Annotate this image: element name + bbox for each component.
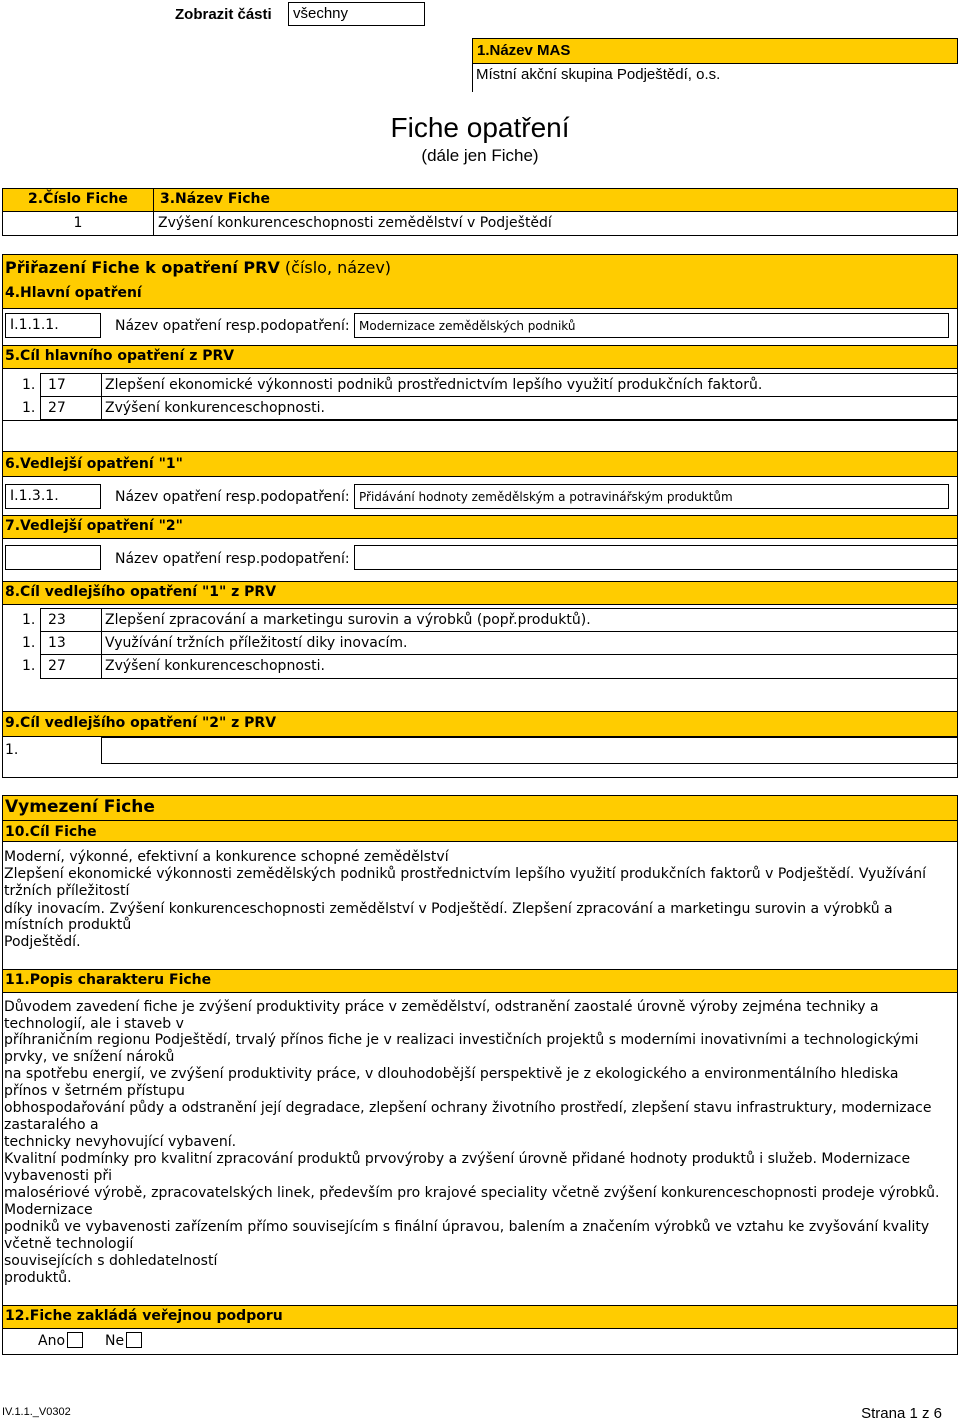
prv-heading: Přiřazení Fiche k opatření PRV (číslo, název) [5, 258, 392, 277]
popis-line: Kvalitní podmínky pro kvalitní zpracování produktů prvovýroby a zvýšení úrovně přidané hodnoty produktů i služeb. Modernizace [4, 1151, 911, 1167]
cil-hlavni-num: 17 [40, 373, 102, 397]
podpora-ano [38, 1332, 83, 1349]
cil-fiche-line: tržních příležitostí [4, 883, 130, 899]
cil-fiche-line: Zlepšení ekonomické výkonnosti zemědělských podniků prostřednictvím lepšího využití produkčních faktorů v Podještědí. Využívání [4, 866, 927, 882]
popis-label: 11.Popis charakteru Fiche [5, 972, 212, 988]
cil-vedl1-prefix: 1. [22, 658, 36, 674]
cil-vedl2-prefix: 1. [5, 742, 19, 758]
popis-line: prvky, ve snížení nároků [4, 1049, 175, 1065]
footer-code: IV.1.1._V0302 [2, 1406, 71, 1418]
filter-select[interactable]: všechny [288, 2, 425, 26]
fiche-number: 1 [2, 211, 154, 236]
podpora-label: 12.Fiche zakládá veřejnou podporu [5, 1308, 283, 1324]
cil-hlavni-prefix: 1. [22, 400, 36, 416]
vedlejsi2-label: 7.Vedlejší opatření "2" [5, 518, 183, 534]
popis-line: obhospodařování půdy a odstranění její degradace, zlepšení ochrany životního prostředí, zlepšení stavu infrastruktury, modernizace [4, 1100, 932, 1116]
cil-vedl1-text: Využívání tržních příležitostí diky inovacím. [101, 631, 957, 655]
popis-line: technicky nevyhovující vybavení. [4, 1134, 237, 1150]
cil-vedl1-prefix: 1. [22, 635, 36, 651]
popis-line: technologií, ale i staveb v [4, 1016, 184, 1032]
cil-hlavni-label: 5.Cíl hlavního opatření z PRV [5, 348, 235, 364]
popis-line: příhraničním regionu Podještědí, trvalý přínos fiche je v realizaci investičních projektů s moderními inovativními a technologickými [4, 1032, 919, 1048]
cil-vedl1-num: 27 [40, 654, 102, 679]
vedlejsi2-name-label: Název opatření resp.podopatření: [115, 551, 350, 567]
ano-checkbox[interactable] [67, 1332, 83, 1348]
popis-line: zastaralého a [4, 1117, 99, 1133]
ne-label: Ne [105, 1333, 125, 1349]
mas-name: Místní akční skupina Podještědí, o.s. [476, 66, 721, 83]
fiche-name: Zvýšení konkurenceschopnosti zemědělství v Podještědí [153, 211, 958, 236]
cil-vedl2-label: 9.Cíl vedlejšího opatření "2" z PRV [5, 715, 277, 731]
filter-label: Zobrazit části [175, 6, 272, 23]
cil-vedl1-prefix: 1. [22, 612, 36, 628]
cil-hlavni-num: 27 [40, 396, 102, 420]
vedlejsi2-code [5, 545, 101, 570]
cil-fiche-line: díky inovacím. Zvýšení konkurenceschopnosti zemědělství v Podještědí. Zlepšení zpracování a marketingu surovin a výrobků a [4, 901, 893, 917]
vedlejsi1-label: 6.Vedlejší opatření "1" [5, 456, 183, 472]
popis-line: podniků ve vybavenosti zařízením přímo souvisejícím s finální úpravou, balením a značením výrobků ve vztahu ke zvyšování kvality [4, 1219, 930, 1235]
ano-label: Ano [38, 1333, 66, 1349]
cil-vedl1-text: Zlepšení zpracování a marketingu surovin a výrobků (popř.produktů). [101, 608, 957, 632]
fiche-number-label: 2.Číslo Fiche [2, 188, 154, 212]
podpora-ne [105, 1332, 142, 1349]
cil-fiche-line: Moderní, výkonné, efektivní a konkurence schopné zemědělství [4, 849, 449, 865]
hlavni-label: 4.Hlavní opatření [5, 285, 142, 301]
vedlejsi1-name: Přidávání hodnoty zemědělským a potravinářským produktům [354, 484, 949, 509]
cil-hlavni-text: Zvýšení konkurenceschopnosti. [101, 396, 957, 420]
cil-vedl1-label: 8.Cíl vedlejšího opatření "1" z PRV [5, 584, 277, 600]
cil-vedl2-text [101, 737, 957, 764]
fiche-name-label: 3.Název Fiche [153, 188, 958, 212]
cil-fiche-line: Podještědí. [4, 934, 81, 950]
mas-label: 1.Název MAS [472, 38, 958, 64]
vedlejsi1-code: I.1.3.1. [5, 484, 101, 509]
popis-line: souvisejících s dohledatelností [4, 1253, 218, 1269]
hlavni-name-label: Název opatření resp.podopatření: [115, 318, 350, 334]
cil-vedl1-num: 13 [40, 631, 102, 655]
popis-line: přínos v šetrném přístupu [4, 1083, 185, 1099]
cil-hlavni-prefix: 1. [22, 377, 36, 393]
popis-line: včetně technologií [4, 1236, 134, 1252]
cil-vedl1-text: Zvýšení konkurenceschopnosti. [101, 654, 957, 679]
popis-line: produktů. [4, 1270, 72, 1286]
popis-line: vybavenosti při [4, 1168, 113, 1184]
popis-line: malosériové výrobě, zpracovatelských linek, především pro krajové speciality včetně zvýšení konkurenceschopnosti prodeje výrobků. [4, 1185, 940, 1201]
cil-fiche-line: místních produktů [4, 917, 132, 933]
hlavni-code: I.1.1.1. [5, 313, 101, 338]
cil-fiche-label: 10.Cíl Fiche [5, 824, 97, 840]
cil-vedl1-num: 23 [40, 608, 102, 632]
page-number: Strana 1 z 6 [861, 1405, 942, 1422]
vedlejsi1-name-label: Název opatření resp.podopatření: [115, 489, 350, 505]
cil-hlavni-text: Zlepšení ekonomické výkonnosti podniků prostřednictvím lepšího využití produkčních faktorů. [101, 373, 957, 397]
popis-line: Důvodem zavedení fiche je zvýšení produktivity práce v zemědělství, odstranění zaostalé úrovně výroby zejména techniky a [4, 999, 879, 1015]
vymezeni-heading: Vymezení Fiche [5, 797, 155, 817]
vedlejsi2-name [354, 545, 957, 570]
hlavni-name: Modernizace zemědělských podniků [354, 313, 949, 338]
popis-line: Modernizace [4, 1202, 93, 1218]
popis-line: na spotřebu energií, ve zvýšení produktivity práce, v dlouhodobější perspektivě je z ekologického a environmentálního hlediska [4, 1066, 899, 1082]
page-title: Fiche opatření [390, 112, 570, 143]
ne-checkbox[interactable] [126, 1332, 142, 1348]
page-subtitle: (dále jen Fiche) [421, 146, 539, 165]
